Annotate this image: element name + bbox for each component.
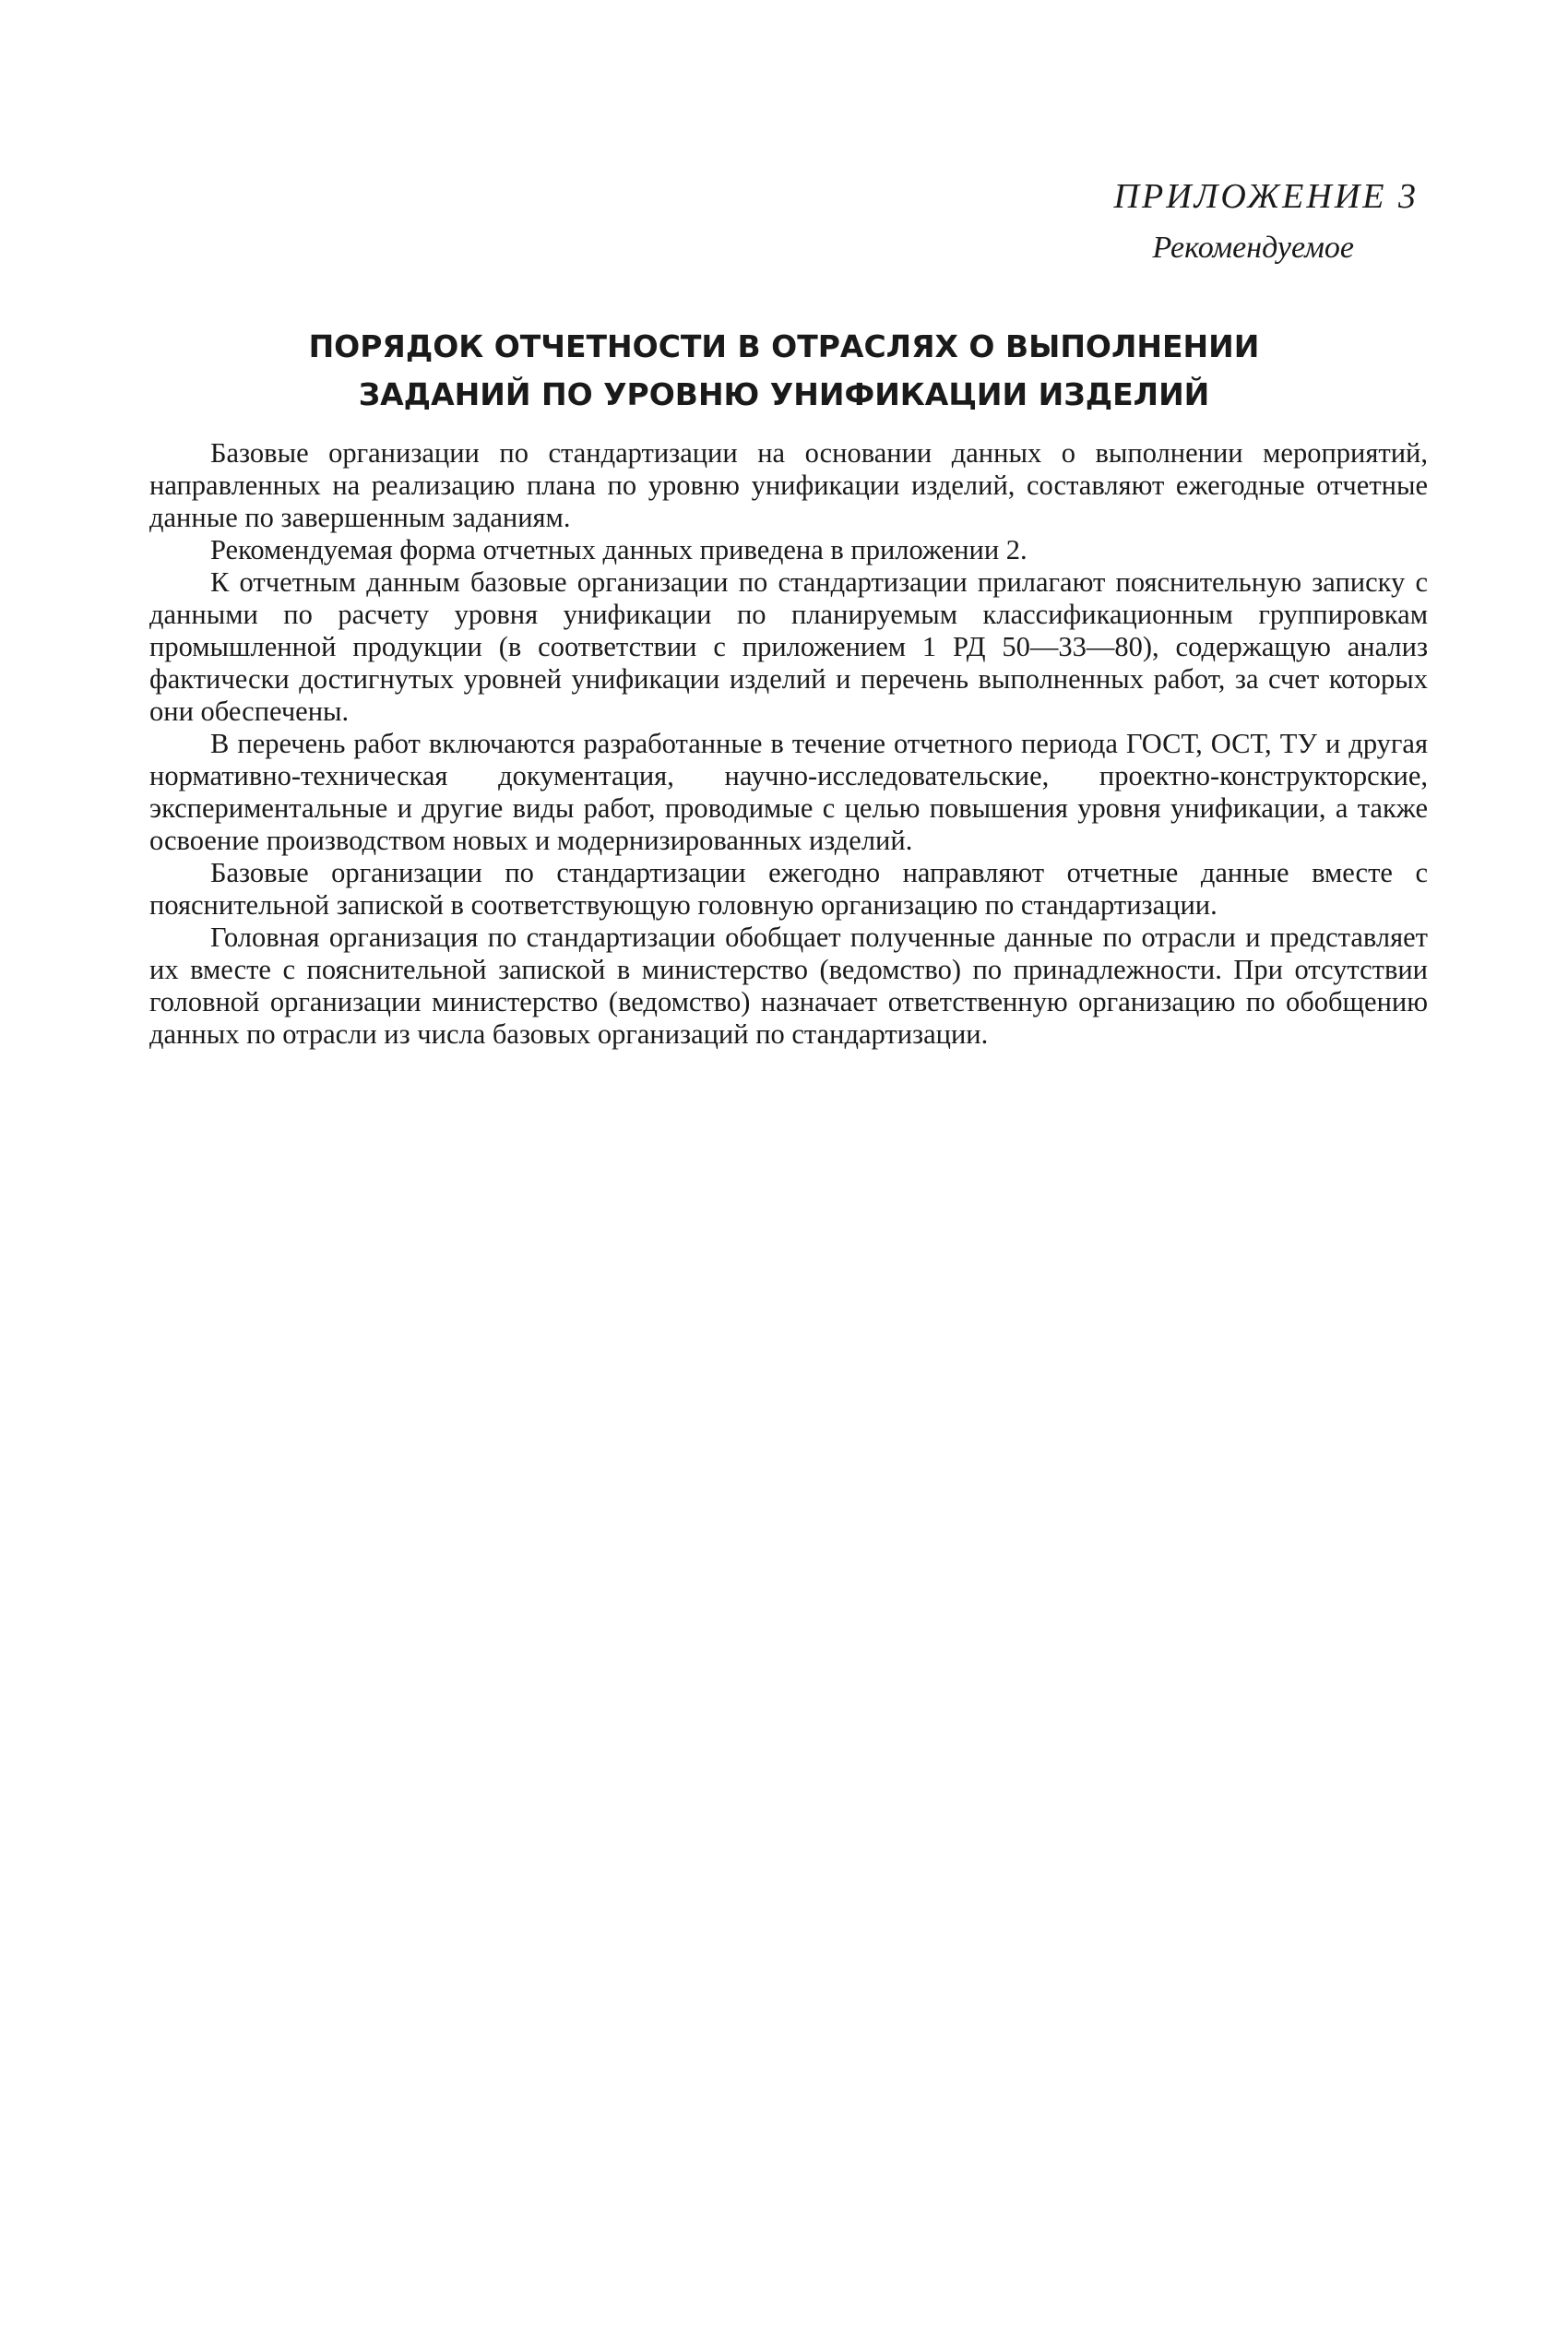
- document-title: [0, 323, 1568, 419]
- document-title-line-1: ПОРЯДОК ОТЧЕТНОСТИ В ОТРАСЛЯХ О ВЫПОЛНЕНИИ: [308, 328, 1260, 364]
- paragraph: В перечень работ включаются разработанные в течение отчетного периода ГОСТ, ОСТ, ТУ и другая нормативно-техническая документация, научно-исследовательские, проектно-конструкторские, экспериментальные и другие виды работ, проводимые с целью повышения уровня унификации, а также освоение производством новых и модернизированных изделий.: [149, 728, 1428, 856]
- document-body: [149, 437, 1428, 1051]
- appendix-title: ПРИЛОЖЕНИЕ 3: [1113, 177, 1419, 216]
- paragraph: Головная организация по стандартизации обобщает полученные данные по отрасли и представляет их вместе с пояснительной запиской в министерство (ведомство) по принадлежности. При отсутствии головной организации министерство (ведомство) назначает ответственную организацию по обобщению данных по отрасли из числа базовых организаций по стандартизации.: [149, 922, 1428, 1050]
- document-title-line-2: ЗАДАНИЙ ПО УРОВНЮ УНИФИКАЦИИ ИЗДЕЛИЙ: [358, 376, 1210, 412]
- paragraph: Базовые организации по стандартизации ежегодно направляют отчетные данные вместе с пояснительной запиской в соответствующую головную организацию по стандартизации.: [149, 857, 1428, 921]
- paragraph: Рекомендуемая форма отчетных данных приведена в приложении 2.: [210, 534, 1028, 565]
- paragraph: К отчетным данным базовые организации по стандартизации прилагают пояснительную записку с данными по расчету уровня унификации по планируемым классификационным группировкам промышленной продукции (в соответствии с приложением 1 РД 50—33—80), содержащую анализ фактически достигнутых уровней унификации изделий и перечень выполненных работ, за счет которых они обеспечены.: [149, 566, 1428, 727]
- appendix-header: [1114, 173, 1419, 269]
- appendix-subtitle: Рекомендуемое: [1152, 231, 1354, 265]
- paragraph: Базовые организации по стандартизации на основании данных о выполнении мероприятий, направленных на реализацию плана по уровню унификации изделий, составляют ежегодные отчетные данные по завершенным заданиям.: [149, 437, 1428, 533]
